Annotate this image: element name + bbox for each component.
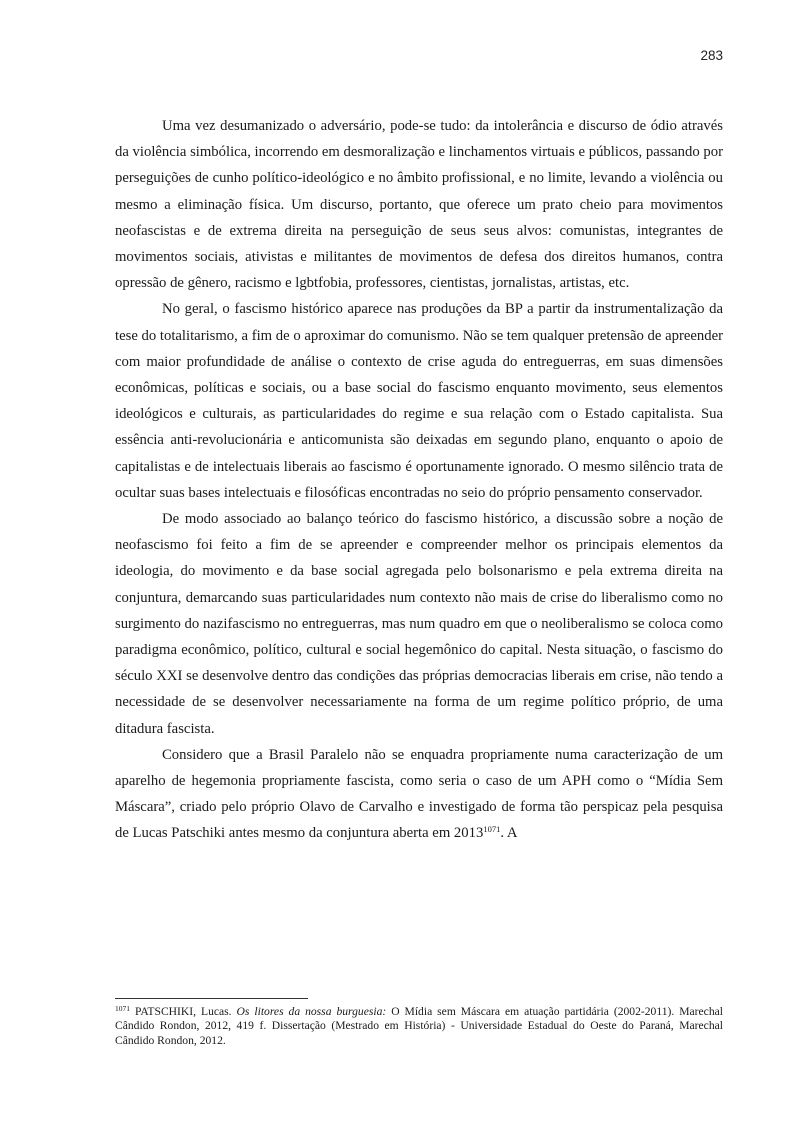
paragraph-2: No geral, o fascismo histórico aparece nas produções da BP a partir da instrumentalização da tese do totalitarismo, a fim de o aproximar do comunismo. Não se tem qualquer pretensão de apreender com maior profundidade de análise o contexto de crise aguda do entreguerras, em suas dimensões econômicas, políticas e sociais, ou a base social do fascismo enquanto movimento, seus elementos ideológicos e culturais, as particularidades do regime e sua relação com o Estado capitalista. Sua essência anti-revolucionária e anticomunista são deixadas em segundo plano, enquanto o apoio de capitalistas e de intelectuais liberais ao fascismo é oportunamente ignorado. O mesmo silêncio trata de ocultar suas bases intelectuais e filosóficas encontradas no seio do próprio pensamento conservador. [115,301,723,501]
footnote-title: Os litores da nossa burguesia: [236,1005,387,1018]
footnote-1071 [115,1005,723,1048]
paragraph-3: De modo associado ao balanço teórico do fascismo histórico, a discussão sobre a noção de neofascismo foi feito a fim de se apreender e compreender melhor os principais elementos da ideologia, do movimento e da base social agregada pelo bolsonarismo e pela extrema direita na conjuntura, demarcando suas particularidades num contexto não mais de crise do liberalismo como no surgimento do nazifascismo no entreguerras, mas num quadro em que o neoliberalismo se coloca como paradigma econômico, político, cultural e social hegemônico do capital. Nesta situação, o fascismo do século XXI se desenvolve dentro das condições das próprias democracias liberais em crise, não tendo a necessidade de se desenvolver necessariamente na forma de um regime político próprio, de uma ditadura fascista. [115,511,723,737]
footnote-reference[interactable]: 1071 [483,824,501,835]
footnote-marker: 1071 [115,1004,130,1013]
page-number: 283 [700,48,723,63]
footnote-divider [115,998,308,999]
paragraph-4-text: Considero que a Brasil Paralelo não se enquadra propriamente numa caracterização de um aparelho de hegemonia propriamente fascista, como seria o caso de um APH como o “Mídia Sem Máscara”, criado pelo próprio Olavo de Carvalho e investigado de forma tão perspicaz pela pesquisa de Lucas Patschiki antes mesmo da conjuntura aberta em 2013 [115,746,723,842]
footnote-citation: O Mídia sem Máscara em atuação partidária (2002-2011). Marechal Cândido Rondon, 2012, 419 f. Dissertação (Mestrado em História) - Universidade Estadual do Oeste do Paraná, Marechal Cândido Rondon, 2012. [115,1005,723,1047]
paragraph-4 [115,742,723,847]
footnote [115,1005,723,1048]
paragraph-1: Uma vez desumanizado o adversário, pode-se tudo: da intolerância e discurso de ódio através da violência simbólica, incorrendo em desmoralização e linchamentos virtuais e públicos, passando por perseguições de cunho político-ideológico e no âmbito profissional, e no limite, levando a violência ou mesmo a eliminação física. Um discurso, portanto, que oferece um prato cheio para movimentos neofascistas e de extrema direita na perseguição de seus seus alvos: comunistas, integrantes de movimentos sociais, ativistas e militantes de movimentos de defesa dos direitos humanos, contra opressão de gênero, racismo e lgbtfobia, professores, cientistas, jornalistas, artistas, etc. [115,118,723,292]
paragraph-4-tail: . A [500,825,518,842]
body-text [115,113,723,847]
footnote-author: PATSCHIKI, Lucas. [130,1005,237,1018]
